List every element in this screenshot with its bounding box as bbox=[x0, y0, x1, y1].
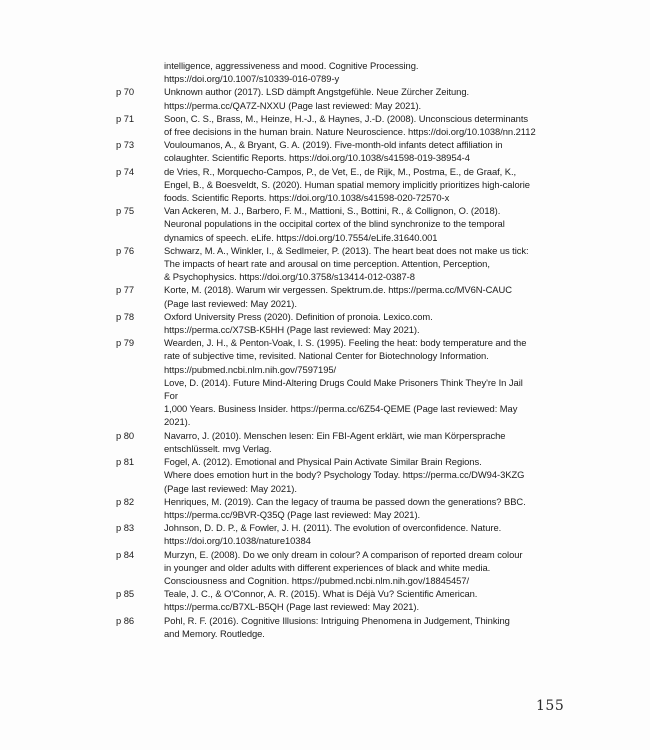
reference-page-label: p 86 bbox=[116, 614, 135, 626]
reference-text: Navarro, J. (2010). Menschen lesen: Ein FBI-Agent erklärt, wie man Körpersprache entschlüsselt. mvg Verlag. bbox=[164, 429, 506, 454]
reference-page-label: p 85 bbox=[116, 588, 135, 600]
page-number: 155 bbox=[536, 698, 565, 714]
reference-page-label: p 77 bbox=[116, 284, 135, 296]
reference-page-label: p 76 bbox=[116, 244, 135, 256]
reference-text: intelligence, aggressiveness and mood. Cognitive Processing. https://doi.org/10.1007/s10339-016-0789-y bbox=[164, 60, 419, 85]
reference-page-label: p 82 bbox=[116, 495, 135, 507]
reference-text: Korte, M. (2018). Warum wir vergessen. Spektrum.de. https://perma.cc/MV6N-CAUC (Page last reviewed: May 2021). bbox=[164, 284, 512, 309]
reference-text: de Vries, R., Morquecho-Campos, P., de Vet, E., de Rijk, M., Postma, E., de Graaf, K., Engel, B., & Boesveldt, S. (2020). Human spatial memory implicitly prioritizes high-calorie foods. Scientific Reports. https://doi.org/10.1038/s41598-020-72570-x bbox=[164, 165, 530, 204]
reference-text: Johnson, D. D. P., & Fowler, J. H. (2011). The evolution of overconfidence. Nature. https://doi.org/10.1038/nature10384 bbox=[164, 522, 502, 547]
reference-text: Murzyn, E. (2008). Do we only dream in colour? A comparison of reported dream colour in younger and older adults with different experiences of black and white media. Consciousness and Cognition. https://pubmed.ncbi.nlm.nih.gov/18845457/ bbox=[164, 548, 523, 586]
reference-page-label: p 81 bbox=[116, 456, 135, 468]
reference-entry bbox=[116, 244, 536, 284]
reference-list bbox=[116, 59, 536, 640]
reference-text: Unknown author (2017). LSD dämpft Angstgefühle. Neue Zürcher Zeitung. https://perma.cc/QA7Z-NXXU (Page last reviewed: May 2021). bbox=[164, 86, 470, 111]
reference-page-label: p 79 bbox=[116, 337, 135, 349]
reference-page-label: p 70 bbox=[116, 86, 135, 98]
reference-text: Oxford University Press (2020). Definition of pronoia. Lexico.com. https://perma.cc/X7SB-K5HH (Page last reviewed: May 2021). bbox=[164, 310, 433, 336]
reference-page-label: p 83 bbox=[116, 522, 135, 534]
reference-text: Teale, J. C., & O'Connor, A. R. (2015). What is Déjà Vu? Scientific American. https://perma.cc/B7XL-B5QH (Page last reviewed: May 2021). bbox=[164, 588, 478, 613]
reference-entry bbox=[116, 204, 536, 244]
reference-page-label: p 84 bbox=[116, 548, 135, 560]
reference-entry bbox=[116, 548, 536, 588]
reference-page-label: p 80 bbox=[116, 429, 135, 441]
reference-entry bbox=[116, 587, 536, 613]
reference-entry bbox=[116, 283, 536, 309]
reference-page-label: p 71 bbox=[116, 112, 135, 124]
reference-entry bbox=[116, 138, 536, 164]
reference-page-label: p 73 bbox=[116, 139, 135, 151]
reference-entry bbox=[116, 165, 536, 205]
reference-text: Soon, C. S., Brass, M., Heinze, H.-J., & Haynes, J.-D. (2008). Unconscious determinants of free decisions in the human brain. Nature Neuroscience. https://doi.org/10.1038/nn.2112 bbox=[164, 112, 536, 138]
reference-entry bbox=[116, 85, 536, 111]
reference-entry bbox=[116, 310, 536, 336]
reference-text: Fogel, A. (2012). Emotional and Physical Pain Activate Similar Brain Regions. Where does emotion hurt in the body? Psychology Today. https://perma.cc/DW94-3KZG (Page last reviewed: May 2021). bbox=[164, 456, 525, 494]
reference-text: Van Ackeren, M. J., Barbero, F. M., Mattioni, S., Bottini, R., & Collignon, O. (2018). Neuronal populations in the occipital cortex of the blind synchronize to the temporal dynamics of speech. eLife. https://doi.org/10.7554/eLife.31640.001 bbox=[164, 205, 505, 243]
reference-text: Wearden, J. H., & Penton-Voak, I. S. (1995). Feeling the heat: body temperature and the rate of subjective time, revisited. National Center for Biotechnology Information. https://pubmed.ncbi.nlm.nih.gov/7597195/ Love, D. (2014). Future Mind-Altering Drugs Could Make Prisoners Think They're In Jail For 1,000 Years. Business Insider. https://perma.cc/6Z54-QEME (Page last reviewed: May 2021). bbox=[164, 337, 527, 428]
reference-entry bbox=[116, 614, 536, 640]
reference-entry bbox=[116, 521, 536, 547]
reference-text: Pohl, R. F. (2016). Cognitive Illusions: Intriguing Phenomena in Judgement, Thinking and Memory. Routledge. bbox=[164, 614, 510, 639]
reference-entry bbox=[116, 59, 536, 85]
reference-entry bbox=[116, 112, 536, 138]
reference-text: Vouloumanos, A., & Bryant, G. A. (2019). Five-month-old infants detect affiliation in colaughter. Scientific Reports. https://doi.org/10.1038/s41598-019-38954-4 bbox=[164, 139, 503, 164]
reference-entry bbox=[116, 455, 536, 495]
reference-entry bbox=[116, 336, 536, 428]
reference-text: Schwarz, M. A., Winkler, I., & Sedlmeier, P. (2013). The heart beat does not make us tick: The impacts of heart rate and arousal on time perception. Attention, Perception, & Psychophysics. https://doi.org/10.3758/s13414-012-0387-8 bbox=[164, 244, 529, 283]
reference-entry bbox=[116, 495, 536, 521]
reference-page-label: p 75 bbox=[116, 205, 135, 217]
reference-entry bbox=[116, 429, 536, 455]
reference-page-label: p 74 bbox=[116, 165, 135, 177]
reference-page-label: p 78 bbox=[116, 310, 135, 322]
reference-text: Henriques, M. (2019). Can the legacy of trauma be passed down the generations? BBC. https://perma.cc/9BVR-Q35Q (Page last reviewed: May 2021). bbox=[164, 495, 526, 520]
